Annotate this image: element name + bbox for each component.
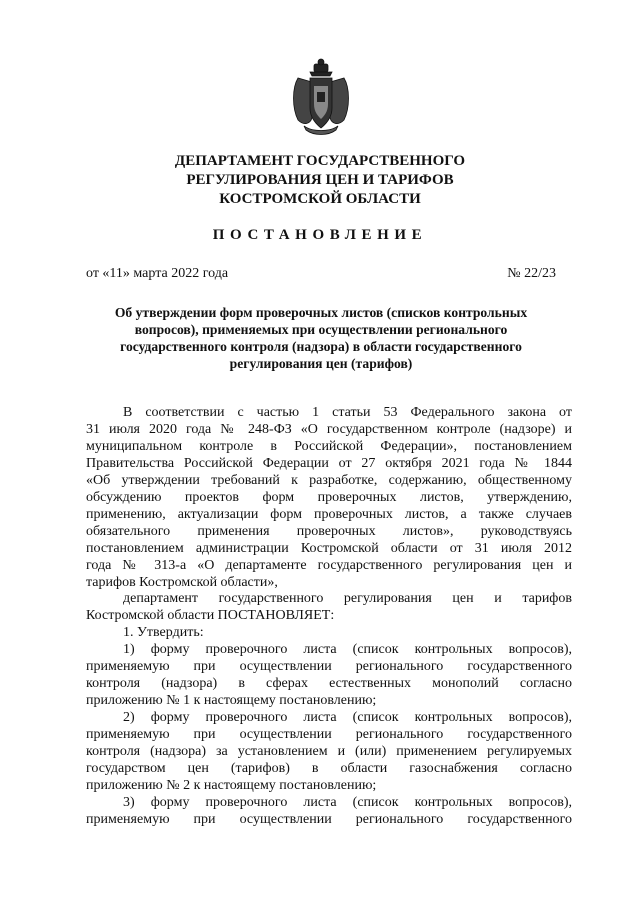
body-line: «Об утверждении требований к разработке, содержанию, общественному xyxy=(86,472,572,488)
title-line: Об утверждении форм проверочных листов (списков контрольных xyxy=(114,305,528,320)
department-name-line-1: ДЕПАРТАМЕНТ ГОСУДАРСТВЕННОГО xyxy=(174,153,466,169)
body-line: тарифов Костромской области», xyxy=(86,574,278,590)
body-line: применяемую при осуществлении регионального государственного xyxy=(86,659,572,675)
body-line: контроля (надзора) в сферах естественных монополий согласно xyxy=(86,676,572,692)
title-line: государственного контроля (надзора) в области государственного xyxy=(120,339,522,354)
body-line: департамент государственного регулирования цен и тарифов xyxy=(123,591,572,607)
title-line: регулирования цен (тарифов) xyxy=(229,356,413,371)
body-line: 2) форму проверочного листа (список контрольных вопросов), xyxy=(123,710,572,726)
body-line: применяемую при осуществлении регионального государственного xyxy=(86,727,572,743)
title-line: вопросов), применяемых при осуществлении регионального xyxy=(134,322,508,337)
department-name-line-3: КОСТРОМСКОЙ ОБЛАСТИ xyxy=(219,191,421,207)
body-line: постановлением администрации Костромской области от 31 июля 2012 xyxy=(86,540,572,556)
body-line: В соответствии с частью 1 статьи 53 Федерального закона от xyxy=(123,405,572,420)
document-body xyxy=(86,405,572,829)
document-type: ПОСТАНОВЛЕНИЕ xyxy=(212,227,428,243)
department-header xyxy=(0,152,640,209)
body-line: контроля (надзора) за установлением и (или) применением регулируемых xyxy=(86,744,572,760)
body-line: обязательного применения проверочных листов», руководствуясь xyxy=(86,523,572,539)
body-line: применяемую при осуществлении регионального государственного xyxy=(86,811,572,827)
body-line: применению, актуализации форм проверочных листов, а также случаев xyxy=(86,506,572,522)
body-line: обсуждению проектов форм проверочных листов, утверждению, xyxy=(86,489,572,505)
body-line: 3) форму проверочного листа (список контрольных вопросов), xyxy=(123,794,572,810)
body-line: года № 313-а «О департаменте государственного регулирования цен и xyxy=(86,557,572,573)
body-line: приложению № 1 к настоящему постановлению; xyxy=(86,693,377,709)
document-date: от «11» марта 2022 года xyxy=(86,266,229,281)
body-line: 1) форму проверочного листа (список контрольных вопросов), xyxy=(123,642,572,658)
body-line: приложению № 2 к настоящему постановлению; xyxy=(86,777,377,793)
body-line: 1. Утвердить: xyxy=(123,625,204,641)
document-title xyxy=(86,304,556,372)
body-line: Правительства Российской Федерации от 27 октября 2021 года № 1844 xyxy=(86,455,572,471)
body-line: муниципальном контроле в Российской Федерации», постановлением xyxy=(86,438,572,454)
document-number: № 22/23 xyxy=(507,266,556,281)
body-line: Костромской области ПОСТАНОВЛЯЕТ: xyxy=(86,608,335,624)
department-name-line-2: РЕГУЛИРОВАНИЯ ЦЕН И ТАРИФОВ xyxy=(186,172,454,188)
coat-of-arms-emblem xyxy=(290,58,352,136)
body-line: 31 июля 2020 года № 248-ФЗ «О государственном контроле (надзоре) и xyxy=(86,421,572,437)
body-line: государством цен (тарифов) в области газоснабжения согласно xyxy=(86,761,572,777)
